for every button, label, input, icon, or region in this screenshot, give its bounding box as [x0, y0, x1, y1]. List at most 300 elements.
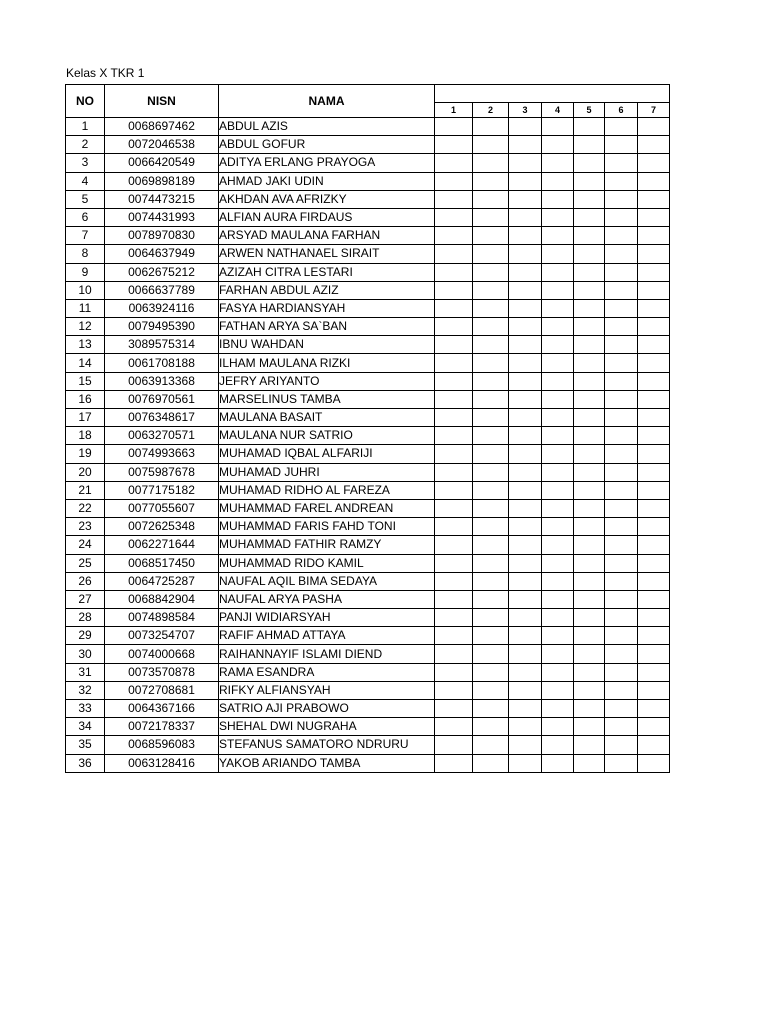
attendance-cell-4[interactable] — [542, 190, 574, 208]
attendance-cell-3[interactable] — [509, 590, 542, 608]
attendance-cell-1[interactable] — [435, 499, 473, 517]
attendance-cell-6[interactable] — [605, 645, 638, 663]
attendance-cell-5[interactable] — [574, 718, 605, 736]
attendance-cell-4[interactable] — [542, 609, 574, 627]
attendance-cell-5[interactable] — [574, 645, 605, 663]
attendance-cell-2[interactable] — [473, 463, 509, 481]
student-nisn: 0069898189 — [105, 172, 219, 190]
table-row — [66, 190, 670, 208]
attendance-cell-2[interactable] — [473, 299, 509, 317]
attendance-cell-2[interactable] — [473, 172, 509, 190]
attendance-cell-3[interactable] — [509, 536, 542, 554]
student-name: MUHAMMAD FATHIR RAMZY — [219, 536, 435, 554]
attendance-cell-7[interactable] — [638, 136, 670, 154]
attendance-cell-4[interactable] — [542, 572, 574, 590]
attendance-cell-7[interactable] — [638, 609, 670, 627]
attendance-cell-1[interactable] — [435, 736, 473, 754]
attendance-cell-4[interactable] — [542, 281, 574, 299]
attendance-cell-6[interactable] — [605, 409, 638, 427]
attendance-cell-5[interactable] — [574, 118, 605, 136]
student-nisn: 0076970561 — [105, 390, 219, 408]
attendance-cell-2[interactable] — [473, 136, 509, 154]
attendance-cell-6[interactable] — [605, 372, 638, 390]
attendance-cell-7[interactable] — [638, 427, 670, 445]
attendance-cell-1[interactable] — [435, 609, 473, 627]
attendance-cell-5[interactable] — [574, 409, 605, 427]
attendance-cell-1[interactable] — [435, 663, 473, 681]
attendance-cell-4[interactable] — [542, 554, 574, 572]
attendance-cell-1[interactable] — [435, 354, 473, 372]
table-row — [66, 318, 670, 336]
attendance-cell-7[interactable] — [638, 336, 670, 354]
attendance-cell-1[interactable] — [435, 645, 473, 663]
attendance-cell-1[interactable] — [435, 590, 473, 608]
attendance-cell-4[interactable] — [542, 354, 574, 372]
attendance-cell-2[interactable] — [473, 354, 509, 372]
attendance-cell-5[interactable] — [574, 318, 605, 336]
attendance-cell-3[interactable] — [509, 718, 542, 736]
attendance-cell-2[interactable] — [473, 118, 509, 136]
attendance-cell-6[interactable] — [605, 518, 638, 536]
attendance-cell-3[interactable] — [509, 336, 542, 354]
attendance-cell-3[interactable] — [509, 227, 542, 245]
attendance-cell-2[interactable] — [473, 663, 509, 681]
attendance-cell-6[interactable] — [605, 172, 638, 190]
attendance-cell-2[interactable] — [473, 390, 509, 408]
attendance-cell-2[interactable] — [473, 609, 509, 627]
attendance-cell-2[interactable] — [473, 208, 509, 226]
attendance-cell-7[interactable] — [638, 318, 670, 336]
attendance-cell-2[interactable] — [473, 645, 509, 663]
attendance-cell-5[interactable] — [574, 445, 605, 463]
attendance-cell-3[interactable] — [509, 154, 542, 172]
attendance-cell-2[interactable] — [473, 427, 509, 445]
attendance-cell-5[interactable] — [574, 372, 605, 390]
attendance-cell-4[interactable] — [542, 627, 574, 645]
attendance-cell-5[interactable] — [574, 590, 605, 608]
attendance-cell-2[interactable] — [473, 627, 509, 645]
attendance-cell-7[interactable] — [638, 190, 670, 208]
attendance-cell-1[interactable] — [435, 445, 473, 463]
attendance-cell-5[interactable] — [574, 754, 605, 772]
table-row — [66, 154, 670, 172]
attendance-cell-4[interactable] — [542, 700, 574, 718]
attendance-cell-7[interactable] — [638, 590, 670, 608]
attendance-cell-7[interactable] — [638, 445, 670, 463]
attendance-cell-6[interactable] — [605, 627, 638, 645]
attendance-cell-3[interactable] — [509, 681, 542, 699]
attendance-cell-3[interactable] — [509, 263, 542, 281]
attendance-cell-5[interactable] — [574, 299, 605, 317]
student-nisn: 0073254707 — [105, 627, 219, 645]
attendance-cell-1[interactable] — [435, 463, 473, 481]
attendance-cell-7[interactable] — [638, 681, 670, 699]
attendance-cell-2[interactable] — [473, 245, 509, 263]
attendance-cell-1[interactable] — [435, 336, 473, 354]
attendance-cell-5[interactable] — [574, 136, 605, 154]
attendance-cell-1[interactable] — [435, 118, 473, 136]
attendance-cell-2[interactable] — [473, 718, 509, 736]
attendance-cell-3[interactable] — [509, 318, 542, 336]
attendance-cell-3[interactable] — [509, 208, 542, 226]
student-number: 21 — [66, 481, 105, 499]
attendance-cell-5[interactable] — [574, 427, 605, 445]
student-name: MUHAMAD RIDHO AL FAREZA — [219, 481, 435, 499]
attendance-cell-4[interactable] — [542, 318, 574, 336]
attendance-cell-6[interactable] — [605, 718, 638, 736]
attendance-cell-5[interactable] — [574, 499, 605, 517]
attendance-cell-2[interactable] — [473, 372, 509, 390]
attendance-cell-2[interactable] — [473, 590, 509, 608]
student-number: 18 — [66, 427, 105, 445]
student-number: 15 — [66, 372, 105, 390]
attendance-cell-4[interactable] — [542, 263, 574, 281]
attendance-cell-2[interactable] — [473, 481, 509, 499]
attendance-cell-7[interactable] — [638, 718, 670, 736]
table-row — [66, 627, 670, 645]
attendance-cell-2[interactable] — [473, 536, 509, 554]
attendance-cell-5[interactable] — [574, 154, 605, 172]
student-name: MARSELINUS TAMBA — [219, 390, 435, 408]
attendance-cell-3[interactable] — [509, 736, 542, 754]
attendance-cell-3[interactable] — [509, 554, 542, 572]
attendance-cell-6[interactable] — [605, 590, 638, 608]
attendance-cell-5[interactable] — [574, 736, 605, 754]
attendance-cell-1[interactable] — [435, 227, 473, 245]
attendance-cell-1[interactable] — [435, 190, 473, 208]
attendance-cell-6[interactable] — [605, 754, 638, 772]
attendance-cell-5[interactable] — [574, 227, 605, 245]
attendance-cell-1[interactable] — [435, 154, 473, 172]
student-nisn: 0063913368 — [105, 372, 219, 390]
attendance-cell-2[interactable] — [473, 554, 509, 572]
attendance-cell-3[interactable] — [509, 754, 542, 772]
attendance-cell-7[interactable] — [638, 172, 670, 190]
attendance-cell-7[interactable] — [638, 536, 670, 554]
attendance-cell-1[interactable] — [435, 427, 473, 445]
student-name: ABDUL AZIS — [219, 118, 435, 136]
attendance-cell-1[interactable] — [435, 390, 473, 408]
attendance-cell-1[interactable] — [435, 372, 473, 390]
table-row — [66, 118, 670, 136]
student-nisn: 0066637789 — [105, 281, 219, 299]
attendance-cell-3[interactable] — [509, 281, 542, 299]
attendance-cell-7[interactable] — [638, 499, 670, 517]
student-number: 4 — [66, 172, 105, 190]
attendance-cell-1[interactable] — [435, 681, 473, 699]
attendance-cell-2[interactable] — [473, 336, 509, 354]
attendance-cell-2[interactable] — [473, 700, 509, 718]
attendance-cell-7[interactable] — [638, 390, 670, 408]
attendance-cell-6[interactable] — [605, 427, 638, 445]
attendance-cell-4[interactable] — [542, 299, 574, 317]
attendance-cell-4[interactable] — [542, 499, 574, 517]
attendance-cell-4[interactable] — [542, 718, 574, 736]
student-nisn: 0063128416 — [105, 754, 219, 772]
attendance-cell-1[interactable] — [435, 299, 473, 317]
attendance-cell-6[interactable] — [605, 681, 638, 699]
student-number: 29 — [66, 627, 105, 645]
attendance-cell-6[interactable] — [605, 354, 638, 372]
attendance-cell-6[interactable] — [605, 136, 638, 154]
attendance-cell-4[interactable] — [542, 390, 574, 408]
table-row — [66, 499, 670, 517]
attendance-cell-6[interactable] — [605, 227, 638, 245]
attendance-cell-2[interactable] — [473, 681, 509, 699]
attendance-cell-5[interactable] — [574, 627, 605, 645]
attendance-cell-7[interactable] — [638, 154, 670, 172]
attendance-cell-1[interactable] — [435, 318, 473, 336]
attendance-cell-7[interactable] — [638, 208, 670, 226]
attendance-cell-5[interactable] — [574, 245, 605, 263]
attendance-cell-1[interactable] — [435, 208, 473, 226]
attendance-cell-7[interactable] — [638, 463, 670, 481]
attendance-cell-7[interactable] — [638, 736, 670, 754]
attendance-cell-4[interactable] — [542, 481, 574, 499]
attendance-cell-1[interactable] — [435, 481, 473, 499]
attendance-cell-3[interactable] — [509, 118, 542, 136]
attendance-cell-6[interactable] — [605, 445, 638, 463]
student-name: MAULANA BASAIT — [219, 409, 435, 427]
attendance-cell-6[interactable] — [605, 208, 638, 226]
table-row — [66, 554, 670, 572]
attendance-cell-5[interactable] — [574, 700, 605, 718]
column-header-session-1: 1 — [435, 103, 473, 118]
attendance-cell-7[interactable] — [638, 518, 670, 536]
attendance-cell-3[interactable] — [509, 245, 542, 263]
student-nisn: 0068596083 — [105, 736, 219, 754]
attendance-cell-5[interactable] — [574, 281, 605, 299]
attendance-cell-7[interactable] — [638, 572, 670, 590]
attendance-cell-1[interactable] — [435, 700, 473, 718]
attendance-cell-2[interactable] — [473, 572, 509, 590]
attendance-cell-4[interactable] — [542, 645, 574, 663]
attendance-cell-1[interactable] — [435, 627, 473, 645]
attendance-cell-2[interactable] — [473, 445, 509, 463]
attendance-cell-4[interactable] — [542, 136, 574, 154]
attendance-cell-2[interactable] — [473, 190, 509, 208]
attendance-cell-3[interactable] — [509, 372, 542, 390]
attendance-cell-7[interactable] — [638, 263, 670, 281]
student-name: IBNU WAHDAN — [219, 336, 435, 354]
attendance-cell-6[interactable] — [605, 154, 638, 172]
table-row — [66, 481, 670, 499]
attendance-cell-4[interactable] — [542, 463, 574, 481]
student-nisn: 0079495390 — [105, 318, 219, 336]
attendance-cell-3[interactable] — [509, 572, 542, 590]
attendance-cell-3[interactable] — [509, 409, 542, 427]
attendance-cell-1[interactable] — [435, 536, 473, 554]
attendance-cell-3[interactable] — [509, 499, 542, 517]
attendance-cell-6[interactable] — [605, 318, 638, 336]
attendance-cell-4[interactable] — [542, 372, 574, 390]
student-nisn: 0064637949 — [105, 245, 219, 263]
attendance-cell-4[interactable] — [542, 172, 574, 190]
attendance-cell-6[interactable] — [605, 736, 638, 754]
attendance-cell-6[interactable] — [605, 663, 638, 681]
attendance-cell-4[interactable] — [542, 518, 574, 536]
student-name: FASYA HARDIANSYAH — [219, 299, 435, 317]
attendance-cell-5[interactable] — [574, 518, 605, 536]
attendance-cell-5[interactable] — [574, 463, 605, 481]
attendance-cell-5[interactable] — [574, 554, 605, 572]
attendance-cell-1[interactable] — [435, 281, 473, 299]
attendance-cell-1[interactable] — [435, 754, 473, 772]
attendance-cell-6[interactable] — [605, 499, 638, 517]
attendance-cell-2[interactable] — [473, 318, 509, 336]
attendance-cell-5[interactable] — [574, 336, 605, 354]
attendance-cell-4[interactable] — [542, 536, 574, 554]
attendance-cell-7[interactable] — [638, 627, 670, 645]
attendance-cell-7[interactable] — [638, 354, 670, 372]
attendance-cell-4[interactable] — [542, 427, 574, 445]
attendance-cell-3[interactable] — [509, 172, 542, 190]
attendance-cell-7[interactable] — [638, 245, 670, 263]
attendance-cell-6[interactable] — [605, 118, 638, 136]
attendance-cell-4[interactable] — [542, 118, 574, 136]
attendance-cell-3[interactable] — [509, 481, 542, 499]
attendance-cell-5[interactable] — [574, 208, 605, 226]
student-nisn: 0072046538 — [105, 136, 219, 154]
attendance-cell-7[interactable] — [638, 645, 670, 663]
table-row — [66, 336, 670, 354]
attendance-cell-7[interactable] — [638, 481, 670, 499]
attendance-cell-6[interactable] — [605, 536, 638, 554]
attendance-cell-5[interactable] — [574, 572, 605, 590]
student-name: MUHAMMAD FAREL ANDREAN — [219, 499, 435, 517]
attendance-cell-1[interactable] — [435, 718, 473, 736]
attendance-cell-6[interactable] — [605, 281, 638, 299]
attendance-cell-4[interactable] — [542, 754, 574, 772]
attendance-cell-7[interactable] — [638, 754, 670, 772]
attendance-cell-6[interactable] — [605, 572, 638, 590]
attendance-cell-7[interactable] — [638, 281, 670, 299]
attendance-cell-1[interactable] — [435, 245, 473, 263]
attendance-cell-4[interactable] — [542, 245, 574, 263]
attendance-cell-1[interactable] — [435, 572, 473, 590]
attendance-cell-3[interactable] — [509, 445, 542, 463]
attendance-cell-5[interactable] — [574, 681, 605, 699]
attendance-cell-3[interactable] — [509, 609, 542, 627]
attendance-cell-2[interactable] — [473, 281, 509, 299]
attendance-cell-5[interactable] — [574, 263, 605, 281]
student-nisn: 0077055607 — [105, 499, 219, 517]
attendance-cell-5[interactable] — [574, 172, 605, 190]
attendance-cell-4[interactable] — [542, 154, 574, 172]
student-number: 27 — [66, 590, 105, 608]
attendance-cell-7[interactable] — [638, 372, 670, 390]
attendance-cell-5[interactable] — [574, 609, 605, 627]
attendance-cell-6[interactable] — [605, 390, 638, 408]
student-number: 17 — [66, 409, 105, 427]
attendance-cell-3[interactable] — [509, 390, 542, 408]
student-number: 28 — [66, 609, 105, 627]
attendance-cell-2[interactable] — [473, 499, 509, 517]
attendance-cell-5[interactable] — [574, 536, 605, 554]
attendance-cell-5[interactable] — [574, 390, 605, 408]
attendance-cell-3[interactable] — [509, 190, 542, 208]
attendance-cell-2[interactable] — [473, 227, 509, 245]
attendance-cell-6[interactable] — [605, 336, 638, 354]
attendance-cell-6[interactable] — [605, 190, 638, 208]
student-name: ARSYAD MAULANA FARHAN — [219, 227, 435, 245]
attendance-cell-2[interactable] — [473, 263, 509, 281]
attendance-cell-7[interactable] — [638, 554, 670, 572]
table-row — [66, 681, 670, 699]
student-number: 33 — [66, 700, 105, 718]
attendance-cell-4[interactable] — [542, 736, 574, 754]
attendance-cell-3[interactable] — [509, 645, 542, 663]
attendance-cell-1[interactable] — [435, 263, 473, 281]
attendance-cell-3[interactable] — [509, 427, 542, 445]
attendance-cell-1[interactable] — [435, 518, 473, 536]
attendance-cell-3[interactable] — [509, 354, 542, 372]
attendance-cell-5[interactable] — [574, 190, 605, 208]
attendance-cell-6[interactable] — [605, 299, 638, 317]
attendance-cell-2[interactable] — [473, 409, 509, 427]
attendance-cell-6[interactable] — [605, 245, 638, 263]
attendance-cell-4[interactable] — [542, 409, 574, 427]
attendance-cell-5[interactable] — [574, 481, 605, 499]
attendance-cell-3[interactable] — [509, 700, 542, 718]
attendance-cell-2[interactable] — [473, 518, 509, 536]
attendance-cell-2[interactable] — [473, 154, 509, 172]
attendance-cell-7[interactable] — [638, 700, 670, 718]
attendance-cell-5[interactable] — [574, 663, 605, 681]
table-row — [66, 445, 670, 463]
table-row — [66, 463, 670, 481]
attendance-cell-4[interactable] — [542, 590, 574, 608]
attendance-cell-6[interactable] — [605, 554, 638, 572]
attendance-cell-5[interactable] — [574, 354, 605, 372]
attendance-cell-3[interactable] — [509, 627, 542, 645]
attendance-cell-6[interactable] — [605, 263, 638, 281]
attendance-cell-6[interactable] — [605, 481, 638, 499]
attendance-cell-3[interactable] — [509, 463, 542, 481]
attendance-cell-3[interactable] — [509, 518, 542, 536]
attendance-cell-1[interactable] — [435, 409, 473, 427]
attendance-cell-4[interactable] — [542, 445, 574, 463]
student-name: RAIHANNAYIF ISLAMI DIEND — [219, 645, 435, 663]
attendance-cell-4[interactable] — [542, 227, 574, 245]
attendance-cell-7[interactable] — [638, 118, 670, 136]
attendance-cell-1[interactable] — [435, 172, 473, 190]
attendance-cell-1[interactable] — [435, 136, 473, 154]
attendance-cell-3[interactable] — [509, 663, 542, 681]
student-name: MUHAMMAD RIDO KAMIL — [219, 554, 435, 572]
attendance-cell-2[interactable] — [473, 754, 509, 772]
attendance-cell-3[interactable] — [509, 136, 542, 154]
attendance-cell-4[interactable] — [542, 663, 574, 681]
student-nisn: 0074898584 — [105, 609, 219, 627]
attendance-cell-2[interactable] — [473, 736, 509, 754]
attendance-cell-3[interactable] — [509, 299, 542, 317]
attendance-cell-6[interactable] — [605, 700, 638, 718]
attendance-cell-6[interactable] — [605, 609, 638, 627]
attendance-cell-7[interactable] — [638, 409, 670, 427]
attendance-cell-4[interactable] — [542, 681, 574, 699]
attendance-cell-7[interactable] — [638, 227, 670, 245]
attendance-cell-6[interactable] — [605, 463, 638, 481]
attendance-cell-4[interactable] — [542, 208, 574, 226]
table-row — [66, 372, 670, 390]
student-name: ILHAM MAULANA RIZKI — [219, 354, 435, 372]
attendance-cell-7[interactable] — [638, 299, 670, 317]
attendance-cell-4[interactable] — [542, 336, 574, 354]
student-nisn: 0063924116 — [105, 299, 219, 317]
attendance-cell-1[interactable] — [435, 554, 473, 572]
attendance-cell-7[interactable] — [638, 663, 670, 681]
